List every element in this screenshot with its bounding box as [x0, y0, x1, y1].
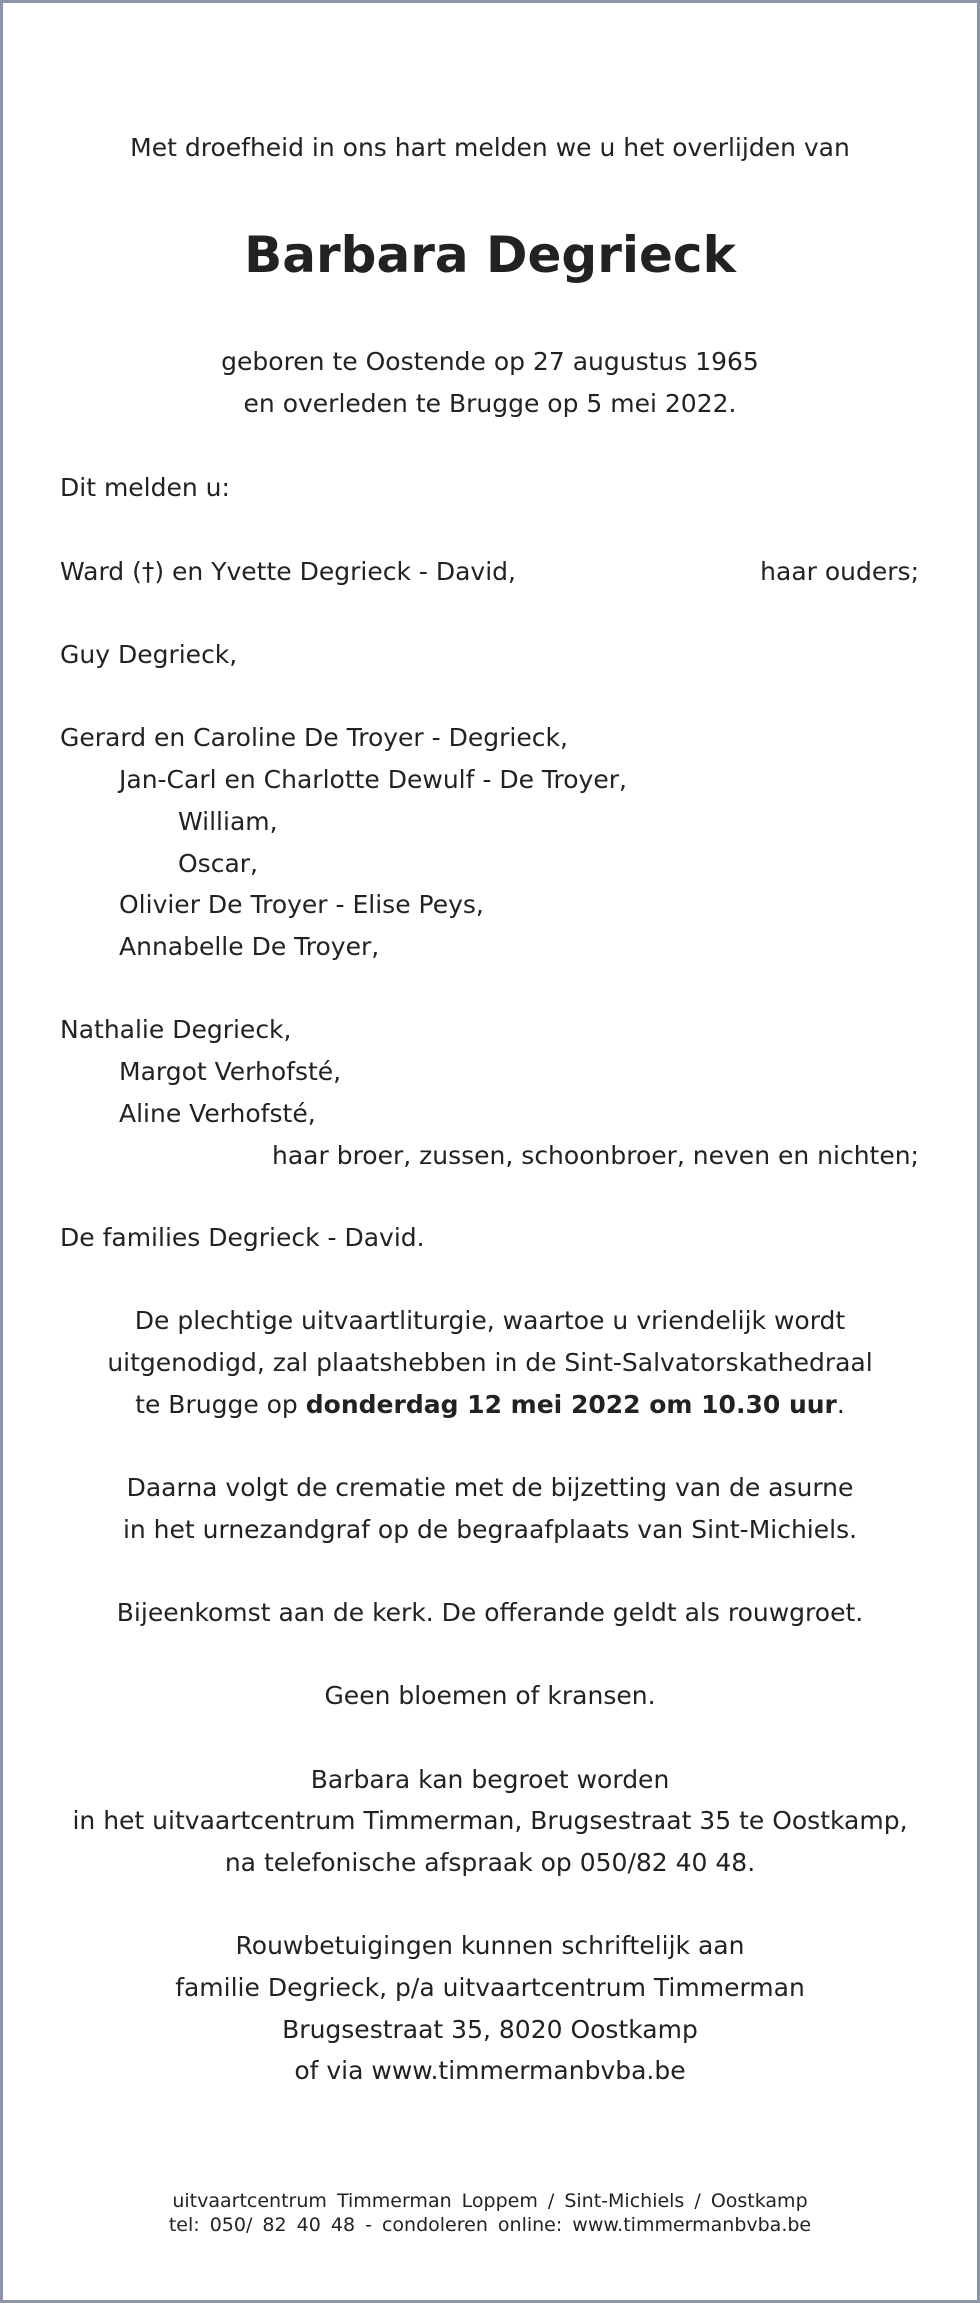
- death-text: en overleden te Brugge op 5 mei 2022.: [243, 389, 737, 418]
- family-relation: haar broer, zussen, schoonbroer, neven en nichten;: [272, 1141, 919, 1170]
- condolence-line: familie Degrieck, p/a uitvaartcentrum Timmerman: [175, 1973, 805, 2002]
- family-member: Aline Verhofsté,: [119, 1099, 316, 1128]
- condolence-line: Brugsestraat 35, 8020 Oostkamp: [282, 2015, 698, 2044]
- cremation-line: in het urnezandgraf op de begraafplaats van Sint-Michiels.: [122, 1515, 858, 1544]
- parents-relation: haar ouders;: [760, 557, 919, 586]
- cremation-line: Daarna volgt de crematie met de bijzetting van de asurne: [126, 1473, 854, 1502]
- footer-contact: tel: 050/ 82 40 48 - condoleren online: www.timmermanbvba.be: [168, 2214, 812, 2236]
- ceremony-date: donderdag 12 mei 2022 om 10.30 uur: [305, 1390, 837, 1419]
- ceremony-date-line: [3, 1389, 977, 1421]
- visit-line: Barbara kan begroet worden: [310, 1765, 670, 1794]
- announce-text: Dit melden u:: [60, 473, 230, 502]
- family-member: Gerard en Caroline De Troyer - Degrieck,: [60, 723, 568, 752]
- family-member: Margot Verhofsté,: [119, 1057, 342, 1086]
- family-member: Guy Degrieck,: [60, 640, 238, 669]
- ceremony-line: De plechtige uitvaartliturgie, waartoe u vriendelijk wordt: [134, 1306, 846, 1335]
- visit-line: na telefonische afspraak op 050/82 40 48.: [224, 1848, 756, 1877]
- family-member: Olivier De Troyer - Elise Peys,: [119, 890, 484, 919]
- gathering-text: Bijeenkomst aan de kerk. De offerande geldt als rouwgroet.: [116, 1598, 864, 1627]
- deceased-name: Barbara Degrieck: [244, 226, 736, 284]
- intro-text: Met droefheid in ons hart melden we u het overlijden van: [130, 133, 850, 162]
- family-member: Nathalie Degrieck,: [60, 1015, 292, 1044]
- ceremony-prefix: te Brugge op: [135, 1390, 306, 1419]
- ceremony-suffix: .: [836, 1390, 845, 1419]
- family-member: Jan-Carl en Charlotte Dewulf - De Troyer,: [119, 765, 627, 794]
- birth-text: geboren te Oostende op 27 augustus 1965: [221, 347, 759, 376]
- families-text: De families Degrieck - David.: [60, 1223, 425, 1252]
- footer-locations: uitvaartcentrum Timmerman Loppem / Sint-Michiels / Oostkamp: [172, 2190, 808, 2212]
- visit-line: in het uitvaartcentrum Timmerman, Brugsestraat 35 te Oostkamp,: [72, 1806, 908, 1835]
- family-member: Oscar,: [178, 849, 258, 878]
- family-member: Annabelle De Troyer,: [119, 932, 380, 961]
- ceremony-line: uitgenodigd, zal plaatshebben in de Sint-Salvatorskathedraal: [107, 1348, 873, 1377]
- condolence-line: Rouwbetuigingen kunnen schriftelijk aan: [235, 1931, 745, 1960]
- family-member: William,: [178, 807, 278, 836]
- parents-names: Ward (†) en Yvette Degrieck - David,: [60, 557, 516, 586]
- condolence-website-line: of via www.timmermanbvba.be: [294, 2056, 686, 2085]
- flowers-text: Geen bloemen of kransen.: [324, 1681, 656, 1710]
